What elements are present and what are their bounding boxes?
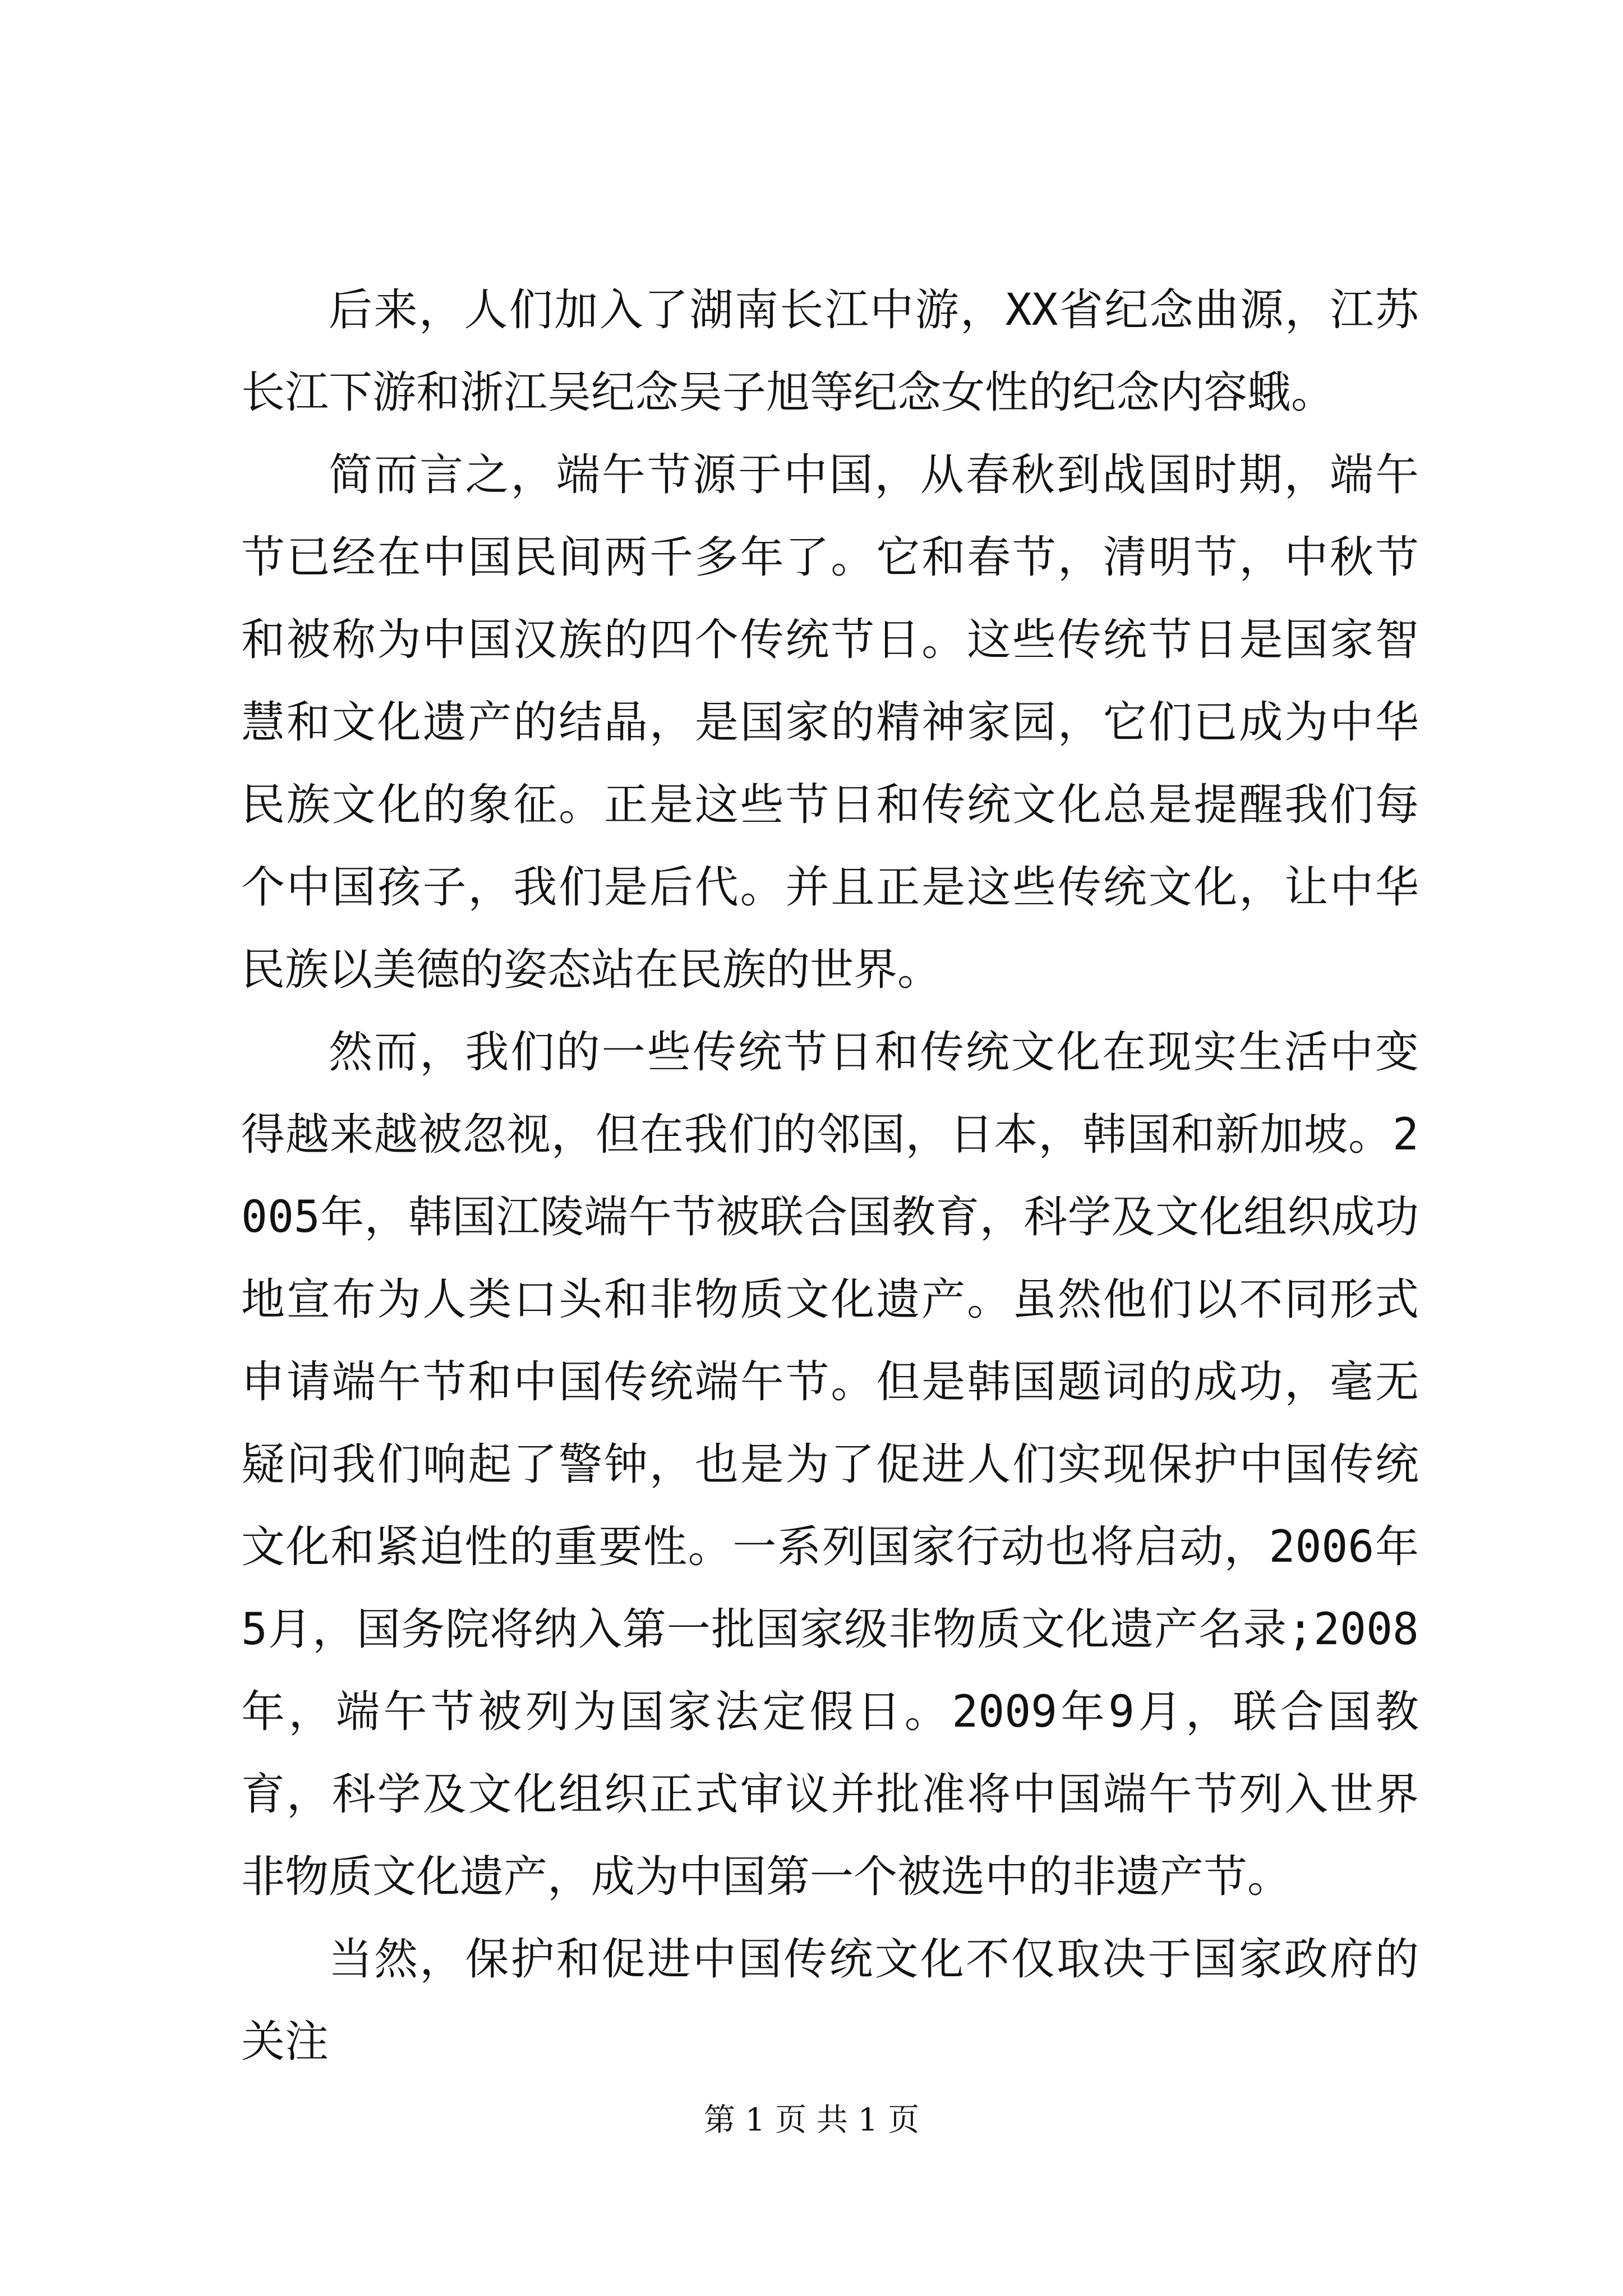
document-body [241, 269, 1419, 2083]
paragraph-4: 当然，保护和促进中国传统文化不仅取决于国家政府的关注 [241, 1934, 1419, 2067]
page-footer: 第 1 页 共 1 页 [703, 2102, 920, 2138]
paragraph-3: 然而，我们的一些传统节日和传统文化在现实生活中变得越来越被忽视，但在我们的邻国，日本，韩国和新加坡。2005年，韩国江陵端午节被联合国教育，科学及文化组织成功地宣布为人类口头和非物质文化遗产。虽然他们以不同形式申请端午节和中国传统端午节。但是韩国题词的成功，毫无疑问我们响起了警钟，也是为了促进人们实现保护中国传统文化和紧迫性的重要性。一系列国家行动也将启动，2006年5月，国务院将纳入第一批国家级非物质文化遗产名录;2008年，端午节被列为国家法定假日。2009年9月，联合国教育，科学及文化组织正式审议并批准将中国端午节列入世界非物质文化遗产，成为中国第一个被选中的非遗产节。 [241, 1027, 1419, 1902]
paragraph-2: 简而言之，端午节源于中国，从春秋到战国时期，端午节已经在中国民间两千多年了。它和春节，清明节，中秋节和被称为中国汉族的四个传统节日。这些传统节日是国家智慧和文化遗产的结晶，是国家的精神家园，它们已成为中华民族文化的象征。正是这些节日和传统文化总是提醒我们每个中国孩子，我们是后代。并且正是这些传统文化，让中华民族以美德的姿态站在民族的世界。 [241, 450, 1419, 995]
paragraph-1: 后来，人们加入了湖南长江中游，XX省纪念曲源，江苏长江下游和浙江吴纪念吴子旭等纪念女性的纪念内容蛾。 [241, 285, 1419, 418]
